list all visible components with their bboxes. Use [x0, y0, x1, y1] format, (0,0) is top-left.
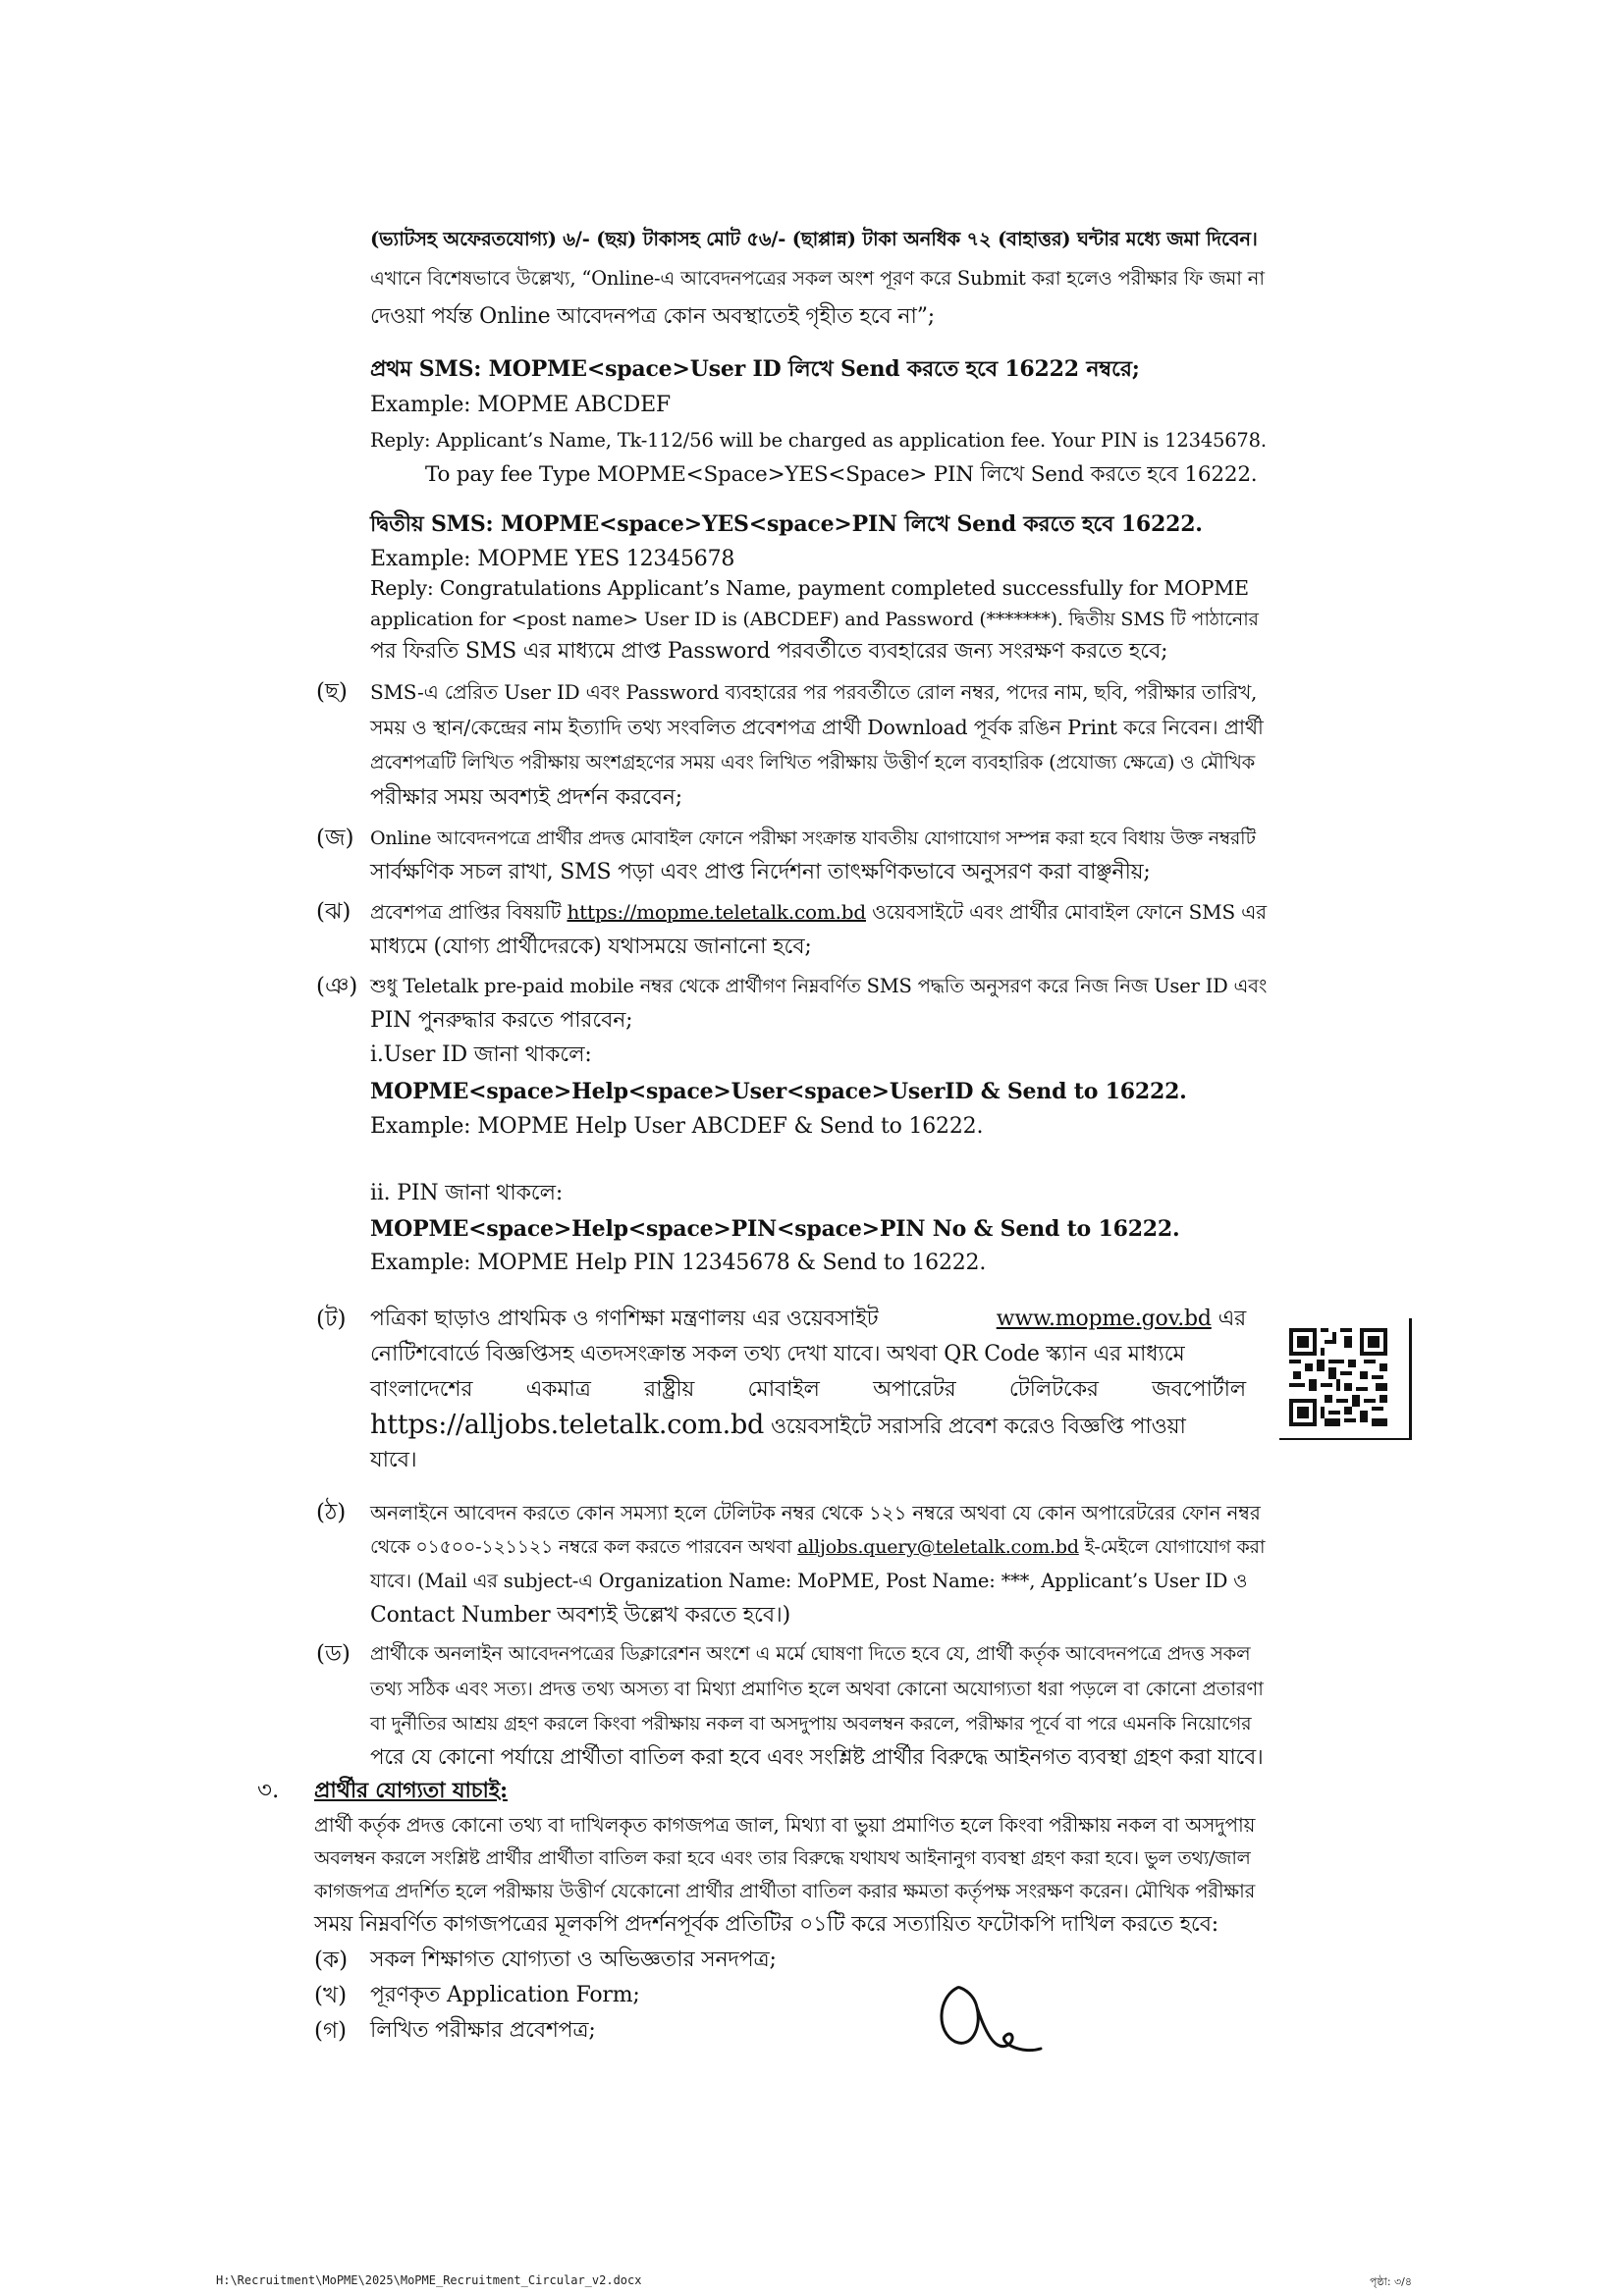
cha-line-4: পরীক্ষার সময় অবশ্যই প্রদর্শন করবেন;	[370, 785, 682, 810]
nya-userid-example: Example: MOPME Help User ABCDEF & Send to 16222.	[370, 1114, 984, 1139]
sms1-pay-instruction: To pay fee Type MOPME<Space>YES<Space> PIN লিখে Send করতে হবে 16222.	[425, 462, 1258, 487]
list-item-mark: (খ)	[314, 1983, 348, 2008]
dda-line-4: পরে যে কোনো পর্যায়ে প্রার্থীতা বাতিল করা হবে এবং সংশ্লিষ্ট প্রার্থীর বিরুদ্ধে আইনগত ব্যবস্থা গ্রহণ করা যাবে।	[370, 1745, 1264, 1770]
tha-line-1: অনলাইনে আবেদন করতে কোন সমস্যা হলে টেলিটক নম্বর থেকে ১২১ নম্বরে অথবা যে কোন অপারেটরের ফোন নম্বর	[370, 1501, 1261, 1524]
sms1-example: Example: MOPME ABCDEF	[370, 393, 671, 417]
note-line-1: এখানে বিশেষভাবে উল্লেখ্য, “Online-এ আবেদনপত্রের সকল অংশ পূরণ করে Submit করা হলেও পরীক্ষার ফি জমা না	[370, 267, 1265, 290]
ja-line-2: সার্বক্ষণিক সচল রাখা, SMS পড়া এবং প্রাপ্ত নির্দেশনা তাৎক্ষণিকভাবে অনুসরণ করা বাঞ্ছনীয়;	[370, 860, 1151, 884]
ta-line-5: যাবে।	[370, 1448, 417, 1472]
fee-deadline-line: (ভ্যাটসহ অফেরতযোগ্য) ৬/- (ছয়) টাকাসহ মোট ৫৬/- (ছাপ্পান্ন) টাকা অনধিক ৭২ (বাহাত্তর) ঘন্টার মধ্যে জমা দিবেন।	[370, 228, 1258, 250]
sms1-instruction: প্রথম SMS: MOPME<space>User ID লিখে Send করতে হবে 16222 নম্বরে;	[370, 356, 1140, 382]
ta-text-b: এর	[1217, 1307, 1246, 1331]
signature-mark	[928, 1968, 1055, 2066]
ta-line-1	[370, 1301, 1246, 1338]
sms2-reply-cont: application for <post name> User ID is (ABCDEF) and Password (*******). দ্বিতীয় SMS টি পাঠানোর	[370, 609, 1259, 630]
ta-line-2: নোটিশবোর্ডে বিজ্ঞপ্তিসহ এতদসংক্রান্ত সকল তথ্য দেখা যাবে। অথবা QR Code স্ক্যান এর মাধ্যমে	[370, 1342, 1185, 1366]
tha-line-4: Contact Number অবশ্যই উল্লেখ করতে হবে।)	[370, 1603, 790, 1628]
list-item-mark: (ক)	[314, 1948, 349, 1973]
item-mark-ta: (ট)	[316, 1307, 347, 1332]
list-item: সকল শিক্ষাগত যোগ্যতা ও অভিজ্ঞতার সনদপত্র;	[370, 1948, 777, 1972]
mopme-gov-link[interactable]: www.mopme.gov.bd	[996, 1307, 1212, 1331]
dda-line-1: প্রার্থীকে অনলাইন আবেদনপত্রের ডিক্লারেশন অংশে এ মর্মে ঘোষণা দিতে হবে যে, প্রার্থী কর্তৃক আবেদনপত্রে প্রদত্ত সকল	[370, 1642, 1251, 1665]
ta-line-4	[370, 1407, 1186, 1446]
nya-line-1: শুধু Teletalk pre-paid mobile নম্বর থেকে প্রার্থীগণ নিম্নবর্ণিত SMS পদ্ধতি অনুসরণ করে নিজ নিজ User ID এবং	[370, 975, 1268, 997]
ta-line-3: বাংলাদেশের একমাত্র রাষ্ট্রীয় মোবাইল অপারেটর টেলিটকের জবপোর্টাল	[370, 1377, 1246, 1402]
ta-text-a: পত্রিকা ছাড়াও প্রাথমিক ও গণশিক্ষা মন্ত্রণালয় এর ওয়েবসাইট	[370, 1307, 879, 1331]
cha-line-2: সময় ও স্থান/কেন্দ্রের নাম ইত্যাদি তথ্য সংবলিত প্রবেশপত্র প্রার্থী Download পূর্বক রঙিন Print করে নিবেন। প্রার্থী	[370, 716, 1264, 739]
sms2-example: Example: MOPME YES 12345678	[370, 547, 735, 571]
nya-userid-command: MOPME<space>Help<space>User<space>UserID & Send to 16222.	[370, 1079, 1187, 1104]
item-mark-ja: (জ)	[316, 826, 354, 851]
alljobs-link[interactable]: https://alljobs.teletalk.com.bd	[370, 1410, 765, 1440]
jha-text-a: প্রবেশপত্র প্রাপ্তির বিষয়টি	[370, 900, 562, 924]
qr-code-icon[interactable]	[1289, 1328, 1387, 1426]
ja-line-1: Online আবেদনপত্রে প্রার্থীর প্রদত্ত মোবাইল ফোনে পরীক্ষা সংক্রান্ত যাবতীয় যোগাযোগ সম্পন্ন করা হবে বিধায় উক্ত নম্বরটি	[370, 828, 1256, 849]
nya-userid-heading: i.User ID জানা থাকলে:	[370, 1042, 592, 1067]
tha-text-b: ই-মেইলে যোগাযোগ করা	[1084, 1536, 1266, 1558]
section-3-number: ৩.	[257, 1778, 280, 1803]
support-email-link[interactable]: alljobs.query@teletalk.com.bd	[797, 1536, 1079, 1558]
tha-text-a: থেকে ০১৫০০-১২১১২১ নম্বরে কল করতে পারবেন অথবা	[370, 1536, 792, 1558]
tha-line-2	[370, 1528, 1265, 1566]
sec3-line-4: সময় নিম্নবর্ণিত কাগজপত্রের মূলকপি প্রদর্শনপূর্বক প্রতিটির ০১টি করে সত্যায়িত ফটোকপি দাখিল করতে হবে:	[314, 1912, 1219, 1937]
ta-text-c: ওয়েবসাইটে সরাসরি প্রবেশ করেও বিজ্ঞপ্তি পাওয়া	[770, 1415, 1186, 1439]
jha-line-2: মাধ্যমে (যোগ্য প্রার্থীদেরকে) যথাসময়ে জানানো হবে;	[370, 934, 812, 959]
sec3-line-1: প্রার্থী কর্তৃক প্রদত্ত কোনো তথ্য বা দাখিলকৃত কাগজপত্র জাল, মিথ্যা বা ভুয়া প্রমাণিত হলে কিংবা পরীক্ষায় নকল বা অসদুপায়	[314, 1813, 1256, 1837]
sms2-reply: Reply: Congratulations Applicant’s Name, payment completed successfully for MOPME	[370, 576, 1249, 600]
nya-pin-command: MOPME<space>Help<space>PIN<space>PIN No & Send to 16222.	[370, 1216, 1180, 1242]
dda-line-2: তথ্য সঠিক এবং সত্য। প্রদত্ত তথ্য অসত্য বা মিথ্যা প্রমাণিত হলে অথবা কোনো অযোগ্যতা ধরা পড়লে বা কোনো প্রতারণা	[370, 1678, 1264, 1700]
cha-line-3: প্রবেশপত্রটি লিখিত পরীক্ষায় অংশগ্রহণের সময় এবং লিখিত পরীক্ষায় উত্তীর্ণ হলে ব্যবহারিক (প্রযোজ্য ক্ষেত্রে) ও মৌখিক	[370, 751, 1256, 774]
section-3-heading: প্রার্থীর যোগ্যতা যাচাই:	[314, 1778, 508, 1803]
cha-line-1: SMS-এ প্রেরিত User ID এবং Password ব্যবহারের পর পরবর্তীতে রোল নম্বর, পদের নাম, ছবি, পরীক্ষার তারিখ,	[370, 680, 1258, 704]
sec3-line-3: কাগজপত্র প্রদর্শিত হলে পরীক্ষায় উত্তীর্ণ যেকোনো প্রার্থীর প্রার্থীতা বাতিল করার ক্ষমতা কর্তৃপক্ষ সংরক্ষণ করেন। মৌখিক পরীক্ষার	[314, 1880, 1256, 1902]
sms2-instruction: দ্বিতীয় SMS: MOPME<space>YES<space>PIN লিখে Send করতে হবে 16222.	[370, 511, 1203, 537]
sms2-save-password: পর ফিরতি SMS এর মাধ্যমে প্রাপ্ত Password পরবর্তীতে ব্যবহারের জন্য সংরক্ষণ করতে হবে;	[370, 639, 1168, 664]
ta-link-group	[997, 1301, 1246, 1338]
note-line-2: দেওয়া পর্যন্ত Online আবেদনপত্র কোন অবস্থাতেই গৃহীত হবে না”;	[370, 304, 935, 329]
list-item-mark: (গ)	[314, 2018, 348, 2044]
dda-line-3: বা দুর্নীতির আশ্রয় গ্রহণ করলে কিংবা পরীক্ষায় নকল বা অসদুপায় অবলম্বন করলে, পরীক্ষার পূর্বে বা পরে এমনকি নিয়োগের	[370, 1713, 1252, 1735]
item-mark-jha: (ঝ)	[316, 899, 352, 925]
jha-line-1	[370, 893, 1267, 931]
item-mark-nya: (ঞ)	[316, 974, 358, 999]
file-path-footer: H:\Recruitment\MoPME\2025\MoPME_Recruitment_Circular_v2.docx	[216, 2273, 642, 2287]
sec3-line-2: অবলম্বন করলে সংশ্লিষ্ট প্রার্থীর প্রার্থীতা বাতিল করা হবে এবং তার বিরুদ্ধে যথাযথ আইনানুগ ব্যবস্থা গ্রহণ করা হবে। ভুল তথ্য/জাল	[314, 1847, 1251, 1869]
list-item: লিখিত পরীক্ষার প্রবেশপত্র;	[370, 2018, 596, 2043]
mopme-teletalk-link[interactable]: https://mopme.teletalk.com.bd	[567, 900, 866, 924]
list-item: পূরণকৃত Application Form;	[370, 1983, 640, 2007]
nya-line-2: PIN পুনরুদ্ধার করতে পারবেন;	[370, 1008, 633, 1033]
item-mark-dda: (ড)	[316, 1641, 351, 1667]
item-mark-tha: (ঠ)	[316, 1500, 347, 1525]
page-number: পৃষ্ঠা: ৩/৪	[1370, 2275, 1413, 2288]
item-mark-cha: (ছ)	[316, 679, 348, 705]
sms1-reply: Reply: Applicant’s Name, Tk-112/56 will be charged as application fee. Your PIN is 12345678.	[370, 429, 1267, 452]
nya-pin-heading: ii. PIN জানা থাকলে:	[370, 1181, 564, 1205]
tha-line-3: যাবে। (Mail এর subject-এ Organization Name: MoPME, Post Name: ***, Applicant’s User ID ও	[370, 1570, 1248, 1592]
nya-pin-example: Example: MOPME Help PIN 12345678 & Send to 16222.	[370, 1251, 987, 1275]
jha-text-b: ওয়েবসাইটে এবং প্রার্থীর মোবাইল ফোনে SMS এর	[872, 900, 1267, 924]
